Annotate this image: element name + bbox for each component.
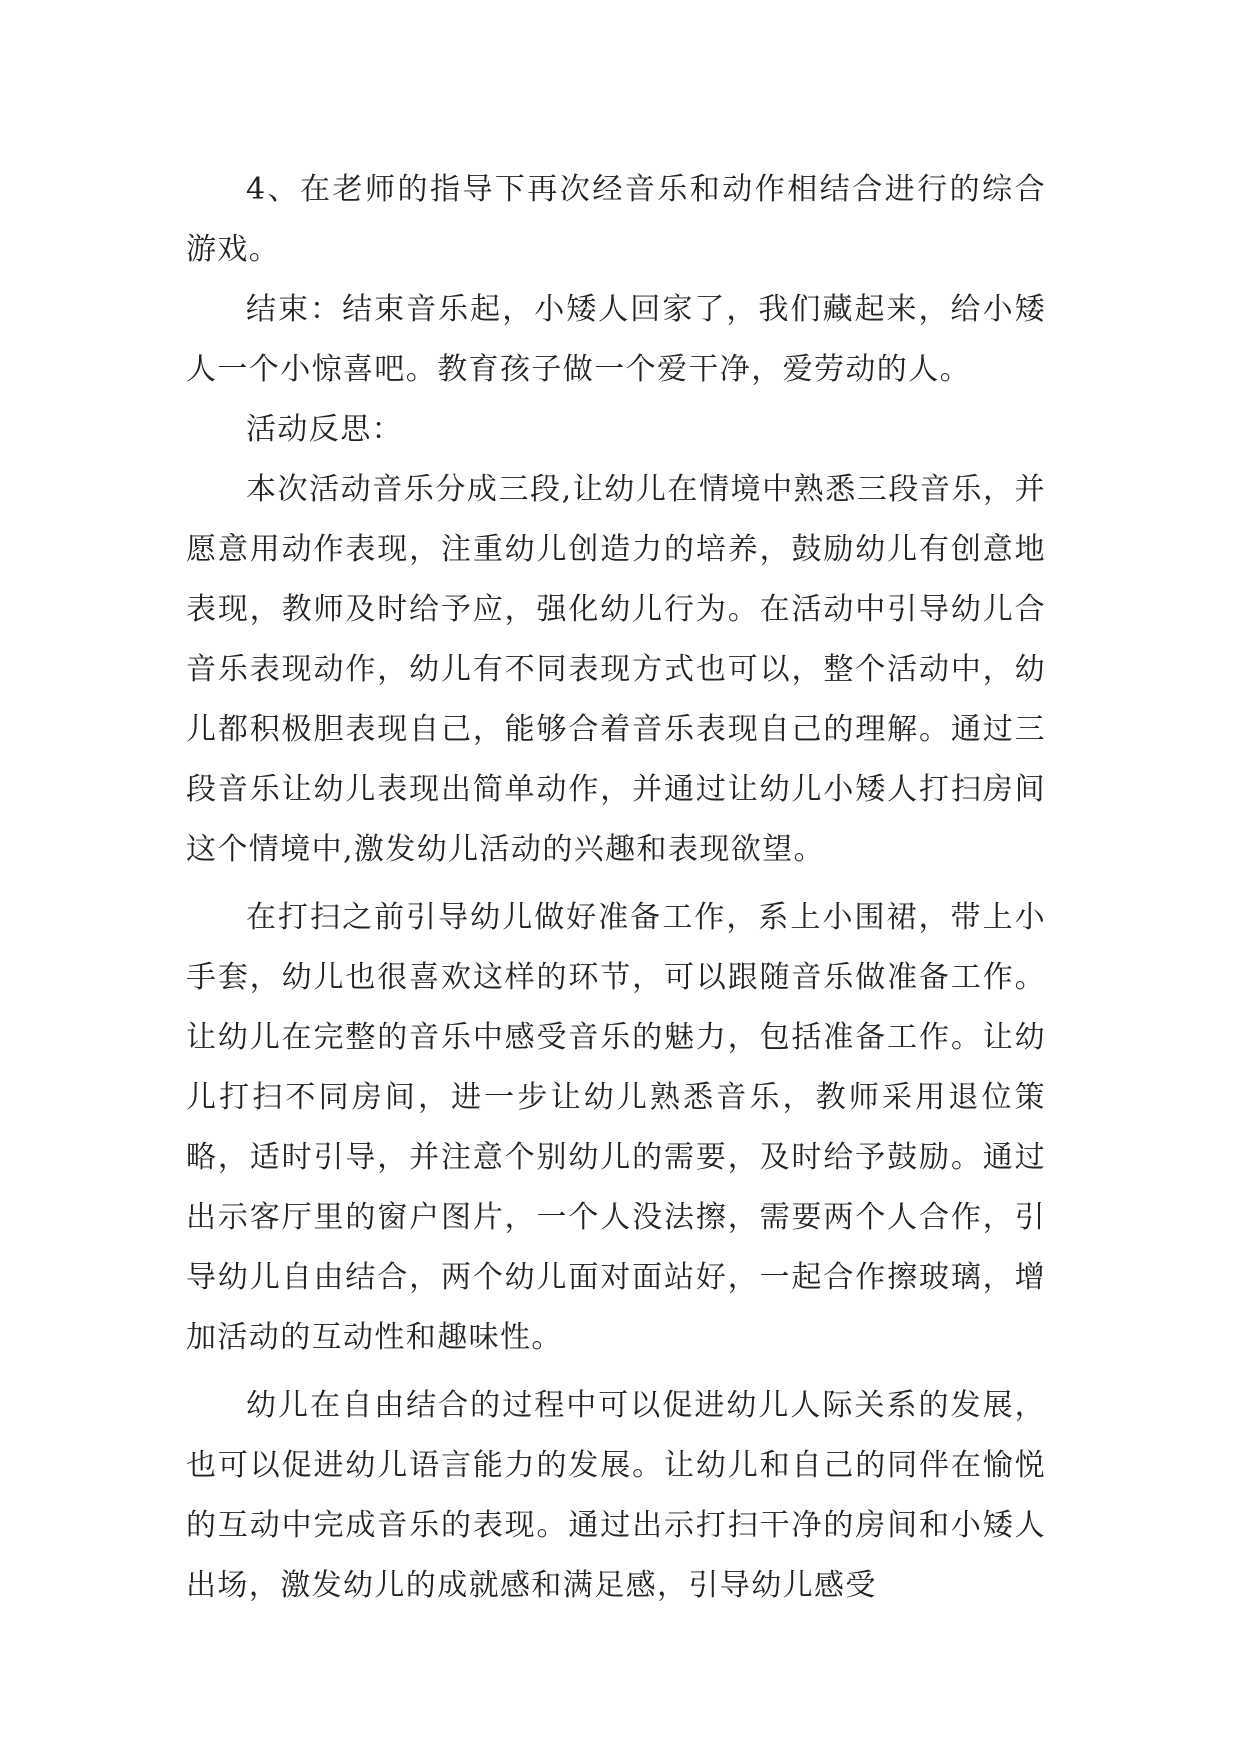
document-body — [186, 160, 1046, 1616]
paragraph-reflection-1: 本次活动音乐分成三段,让幼儿在情境中熟悉三段音乐，并愿意用动作表现，注重幼儿创造力的培养，鼓励幼儿有创意地表现，教师及时给予应，强化幼儿行为。在活动中引导幼儿合音乐表现动作，幼儿有不同表现方式也可以，整个活动中，幼儿都积极胆表现自己，能够合着音乐表现自己的理解。通过三段音乐让幼儿表现出简单动作，并通过让幼儿小矮人打扫房间这个情境中,激发幼儿活动的兴趣和表现欲望。 — [186, 472, 1046, 867]
paragraph-step-4: 4、在老师的指导下再次经音乐和动作相结合进行的综合游戏。 — [186, 172, 1046, 267]
paragraph-reflection-3: 幼儿在自由结合的过程中可以促进幼儿人际关系的发展，也可以促进幼儿语言能力的发展。让幼儿和自己的同伴在愉悦的互动中完成音乐的表现。通过出示打扫干净的房间和小矮人出场，激发幼儿的成就感和满足感，引导幼儿感受 — [186, 1388, 1046, 1603]
paragraph-ending: 结束：结束音乐起，小矮人回家了，我们藏起来，给小矮人一个小惊喜吧。教育孩子做一个爱干净，爱劳动的人。 — [186, 292, 1046, 387]
heading-activity-reflection: 活动反思： — [246, 412, 403, 447]
paragraph-reflection-2: 在打扫之前引导幼儿做好准备工作，系上小围裙，带上小手套，幼儿也很喜欢这样的环节，可以跟随音乐做准备工作。让幼儿在完整的音乐中感受音乐的魅力，包括准备工作。让幼儿打扫不同房间，进一步让幼儿熟悉音乐，教师采用退位策略，适时引导，并注意个别幼儿的需要，及时给予鼓励。通过出示客厅里的窗户图片，一个人没法擦，需要两个人合作，引导幼儿自由结合，两个幼儿面对面站好，一起合作擦玻璃，增加活动的互动性和趣味性。 — [186, 900, 1046, 1355]
